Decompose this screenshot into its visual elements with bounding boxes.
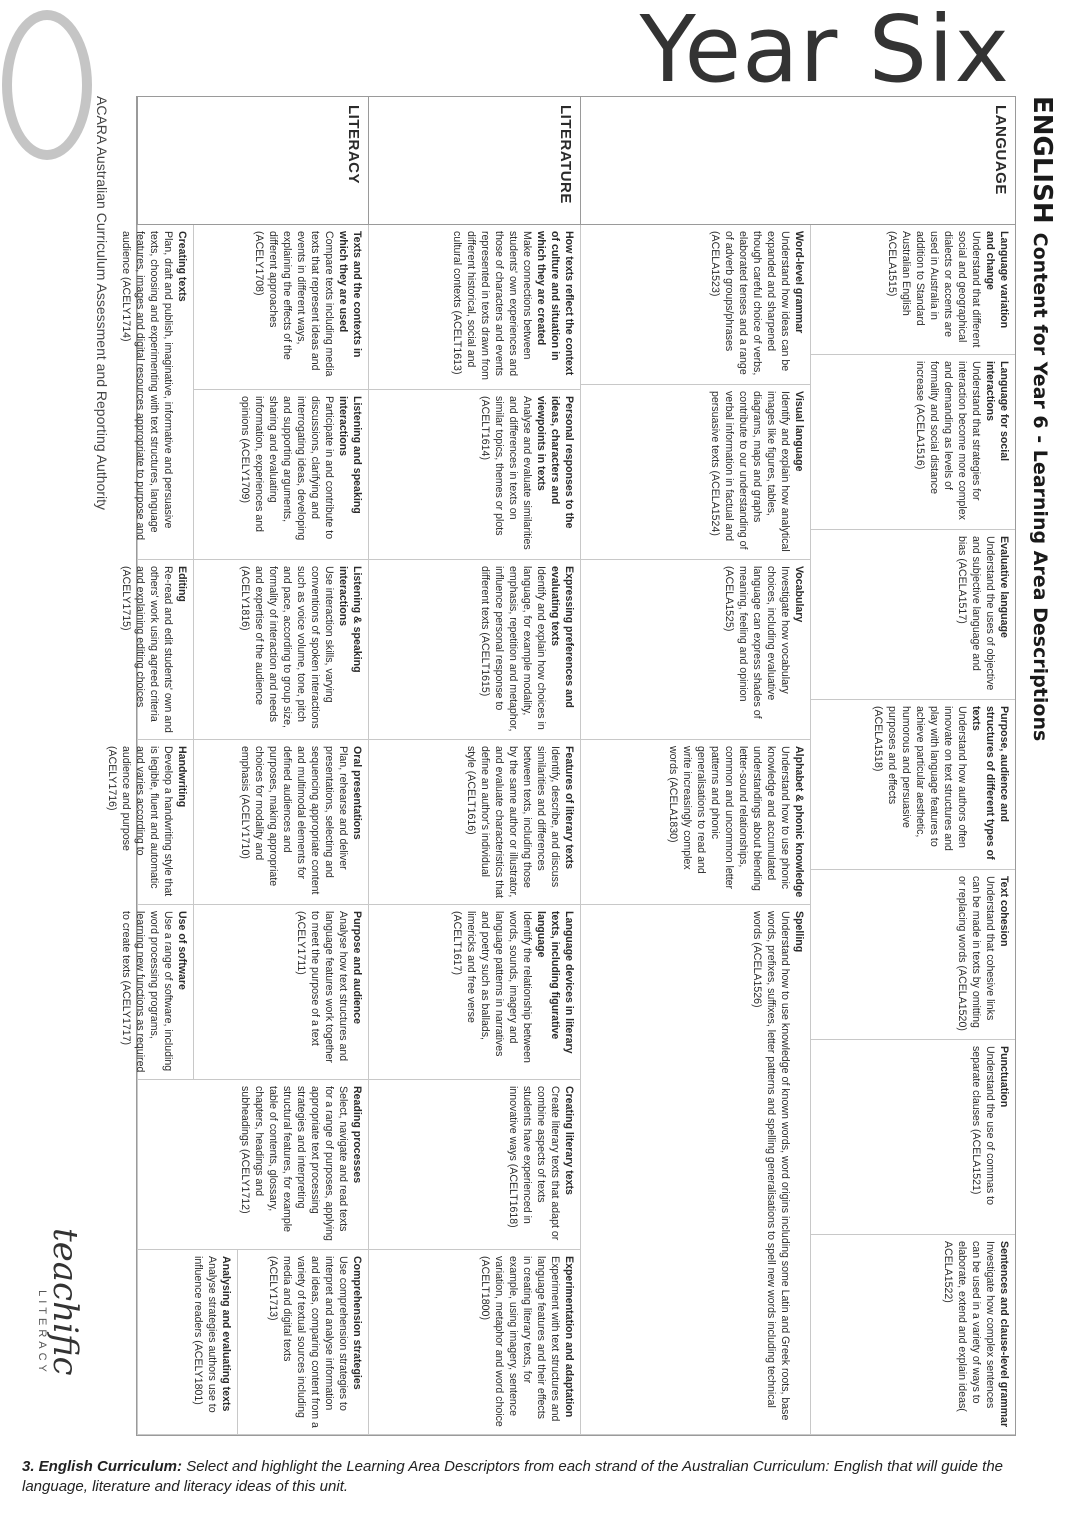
descriptions-grid (106, 96, 1016, 1436)
desc-cell: Purpose, audience and structures of different types of texts Understand how authors often innovate on text structures and play with language features to achieve particular aesthetic, humorous and persuasive purposes and effects (ACELA1518) (810, 700, 1015, 870)
desc-cell: Vocabulary Investigate how vocabulary choices, including evaluative language can express shades of meaning, feeling and opinion (ACELA1525) (580, 560, 810, 740)
desc-cell: Sentences and clause-level grammar Investigate how complex sentences can be used in a variety of ways to elaborate, extend and explain ideas( ACELA1522) (810, 1235, 1015, 1435)
logo-sub-text: LITERACY (36, 1290, 48, 1376)
desc-cell: Language for social interactions Understand that strategies for interaction become more complex and demanding as levels of formality and social distance increase (ACELA1516) (810, 355, 1015, 530)
desc-cell: Listening & speaking interactions Use interaction skills, varying conventions of spoken interactions such as voice volume, tone, pitch and pace, according to group size, formality of interaction and needs and expertise of the audience (ACELY1816) (193, 560, 368, 740)
section-title (1022, 96, 1062, 1436)
desc-cell: Oral presentations Plan, rehearse and deliver presentations, selecting and sequencing appropriate content and multimodal elements for defined audiences and purposes, making appropriate choices for modality and emphasis (ACELY1710) (193, 740, 368, 905)
desc-cell: Language variation and change Understand that different social and geographical dialects or accents are used in Australia in addition to Standard Australian English (ACELA1515) (810, 225, 1015, 355)
acara-note: ACARA Australian Curriculum Assessment and Reporting Authority (94, 96, 110, 510)
desc-cell: Texts and the contexts in which they are used Compare texts including media texts that represent ideas and events in different ways, explaining the effects of the different approaches (ACELY1708) (193, 225, 368, 390)
desc-cell: Creating literary texts Create literary texts that adapt or combine aspects of texts students have experienced in innovative ways (ACELT1618) (368, 1080, 580, 1250)
strand-literacy: LITERACY (137, 97, 368, 225)
desc-cell: Reading processes Select, navigate and read texts for a range of purposes, applying appropriate text processing strategies and interpreting structural features, for example table of contents, glossary, chapters, headings and subheadings (ACELY1712) (137, 1080, 368, 1250)
desc-cell: Comprehension strategies Use comprehension strategies to interpret and analyse information and ideas, comparing content from a variety of textual sources including media and digital texts (ACELY1713) (237, 1250, 368, 1435)
desc-cell: Alphabet & phonic knowledge Understand how to use phonic knowledge and accumulated understandings about blending letter-sound relationships, common and uncommon letter patterns and phonic generalisations to read and write increasingly complex words (ACELA1830) (580, 740, 810, 905)
desc-cell: Handwriting Develop a handwriting style that is legible, fluent and automatic and varies according to audience and purpose (ACELY1716) (137, 740, 193, 905)
desc-cell: Features of literary texts Identify, describe, and discuss similarities and differences between texts, including those by the same author or illustrator, and evaluate characteristics that define an author's individual style (ACELT1616) (368, 740, 580, 905)
teachific-logo (34, 1228, 85, 1438)
strand-language: LANGUAGE (580, 97, 1015, 225)
rotated-content-table (82, 96, 1062, 1436)
desc-cell: Experimentation and adaptation Experiment with text structures and language features and their effects in creating literary texts, for example, using imagery, sentence variation, metaphor and word choice (ACELT1800) (368, 1250, 580, 1435)
desc-cell: Creating texts Plan, draft and publish, imaginative, informative and persuasive texts, choosing and experimenting with text structures, language features, images and digital resources appropriate to purpose and audience (ACELY1714) (137, 225, 193, 560)
desc-cell: Listening and speaking interactions Participate in and contribute to discussions, clarifying and interrogating ideas, developing and supporting arguments, sharing and evaluating information, experiences and opinions (ACELY1709) (193, 390, 368, 560)
footer-text: Select and highlight the Learning Area Descriptors from each strand of the Australian Curriculum: English that will guide the language, literature and literacy ideas of this unit. (22, 1458, 1004, 1495)
desc-cell: Purpose and audience Analyse how text structures and language features work together to meet the purpose of a text (ACELY1711) (193, 905, 368, 1080)
logo-main-text: teachific (45, 1228, 85, 1376)
desc-cell: Visual language Identify and explain how analytical images like figures, tables, diagrams, maps and graphs contribute to our understanding of verbal information in factual and persuasive texts (ACELA1524) (580, 385, 810, 560)
desc-cell: Word-level grammar Understand how ideas can be expanded and sharpened though careful choice of verbs, elaborated tenses and a range of adverb groups/phrases (ACELA1523) (580, 225, 810, 385)
desc-cell: Spelling Understand how to use knowledge of known words, word origins including some Latin and Greek roots, base words, prefixes, suffixes, letter patterns and spelling generalisations to spell new words including technical words (ACELA1526) (580, 905, 810, 1435)
desc-cell: Evaluative language Understand the uses of objective and subjective language and bias (ACELA1517) (810, 530, 1015, 700)
desc-cell: Text cohesion Understand that cohesive links can be made in texts by omitting or replacing words (ACELA1520) (810, 870, 1015, 1040)
desc-cell: Editing Re-read and edit students' own and others' work using agreed criteria and explaining editing choices (ACELY1715) (137, 560, 193, 740)
desc-cell: Use of software Use a range of software, including word processing programs, learning new functions as required to create texts (ACELY1717) (137, 905, 193, 1080)
section-title-main: ENGLISH (1027, 96, 1057, 224)
desc-cell: Personal responses to the ideas, characters and viewpoints in texts Analyse and evaluate similarities and differences in texts on similar topics, themes or plots (ACELT1614) (368, 390, 580, 560)
strand-literature: LITERATURE (368, 97, 580, 225)
desc-cell: Punctuation Understand the use of commas to separate clauses (ACELA1521) (810, 1040, 1015, 1235)
desc-cell: Analysing and evaluating texts Analyse strategies authors use to influence readers (ACELY1801) (137, 1250, 237, 1435)
footer-lead: 3. English Curriculum: (22, 1458, 183, 1475)
copyright-watermark (2, 10, 92, 160)
desc-cell: How texts reflect the context of culture and situation in which they are created Make connections between students' own experiences and those of characters and events represented in texts drawn from different historical, social and cultural contexts (ACELT1613) (368, 225, 580, 390)
section-title-rest: Content for Year 6 - Learning Area Descriptions (1029, 232, 1051, 742)
desc-cell: Expressing preferences and evaluating texts Identify and explain how choices in language, for example modality, emphasis, repetition and metaphor, influence personal response to different texts (ACELT1615) (368, 560, 580, 740)
desc-cell: Language devices in literary texts, including figurative language Identify the relationship between words, sounds, imagery and language patterns in narratives and poetry such as ballads, limericks and free verse (ACELT1617) (368, 905, 580, 1080)
page-title: Year Six (639, 0, 1010, 103)
footer-instruction (22, 1457, 1062, 1496)
